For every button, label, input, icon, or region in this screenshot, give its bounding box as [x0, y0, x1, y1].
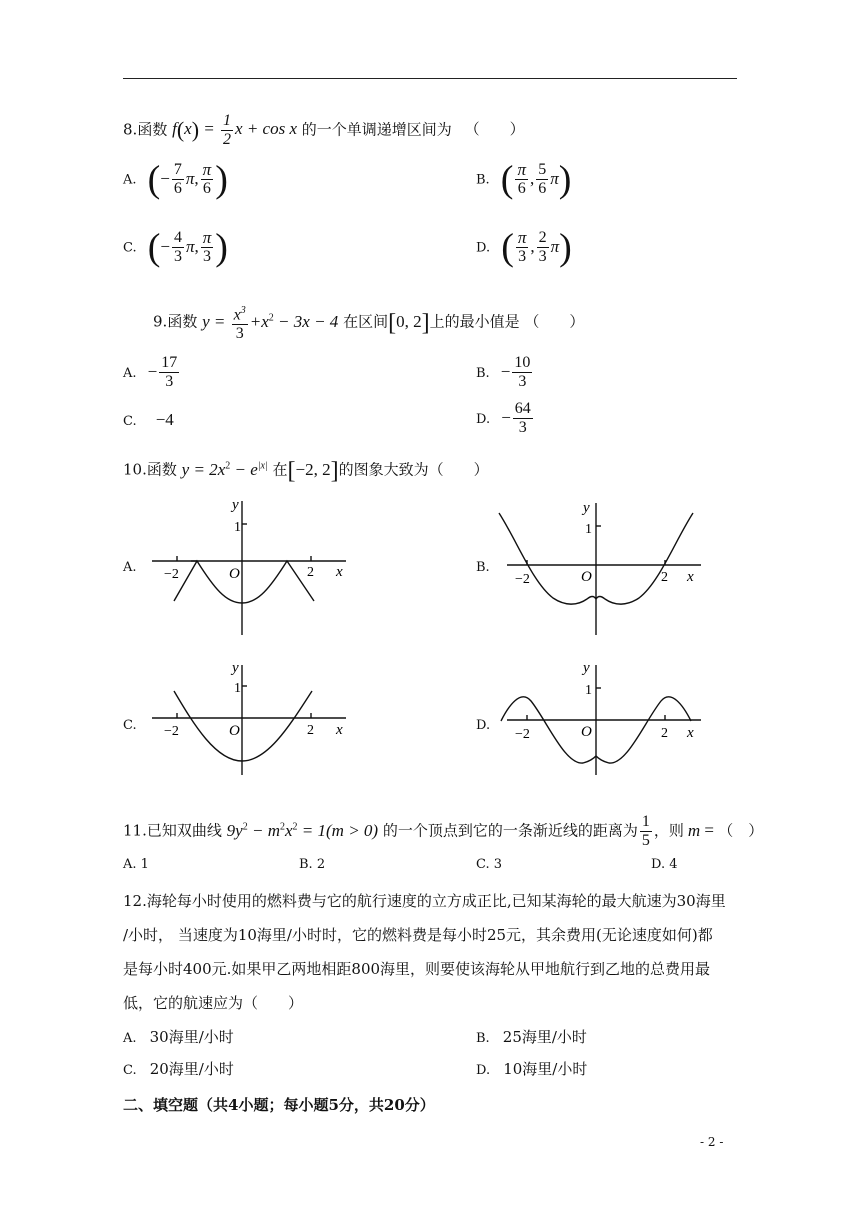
question-11: 11.已知双曲线 $9y^2 - m^2x^2 = 1(m > 0)$ 的一个顶点到它的一条渐近线的距离为 $\frac{1}{5}$ ，则 m = （ ） [123, 813, 764, 849]
q12-option-d[interactable]: D. 10海里/小时 [476, 1060, 588, 1078]
q8-option-d[interactable]: D. ( $\frac{\pi}{3}$ , $\frac{2}{3}$ π) [476, 226, 572, 268]
question-12-line-3: 是每小时400元.如果甲乙两地相距800海里，则要使该海轮从甲地航行到乙地的总费用最 [123, 960, 711, 978]
q12-option-a[interactable]: A. 30海里/小时 [123, 1028, 234, 1046]
graph-b-y-label: y [583, 500, 590, 516]
q9-option-b[interactable]: B. − $\frac{10}{3}$ [476, 354, 531, 390]
question-12-line-2: /小时， 当速度为10海里/小时时，它的燃料费是每小时25元，其余费用(无论速度如何)都 [123, 926, 713, 944]
page-number: - 2 - [700, 1135, 724, 1149]
graph-a-x-label: x [336, 564, 343, 580]
graph-a-origin-label: O [229, 566, 240, 582]
graph-c-one-label: 1 [234, 681, 241, 696]
graph-d-origin-label: O [581, 724, 592, 740]
graph-b-pos2-label: 2 [661, 570, 668, 585]
question-9: 9.函数 y = $\frac{x^3}{3}$ $+x^2 - 3x - 4$ 在区间[0, 2]上的最小值是 （ ） [153, 302, 584, 343]
graph-c-neg2-label: −2 [164, 724, 179, 739]
q10-graph-b[interactable] [495, 495, 715, 640]
q10-option-d-label[interactable]: D. [476, 718, 491, 733]
q9-option-d[interactable]: D. − $\frac{64}{3}$ [476, 400, 531, 436]
q11-option-d[interactable]: D. 4 [651, 857, 678, 872]
graph-c-y-label: y [232, 660, 239, 676]
graph-b-one-label: 1 [585, 522, 592, 537]
header-rule [123, 78, 737, 79]
q10-option-a-label[interactable]: A. [123, 560, 137, 575]
q10-graph-a[interactable] [140, 495, 360, 640]
q10-option-b-label[interactable]: B. [476, 560, 490, 575]
q9-option-c[interactable]: C. −4 [123, 410, 174, 429]
q12-option-c[interactable]: C. 20海里/小时 [123, 1060, 234, 1078]
graph-d-pos2-label: 2 [661, 726, 668, 741]
q8-option-a[interactable]: A. (− $\frac{7}{6}$ π, $\frac{\pi}{6}$ ) [123, 158, 228, 200]
q10-function: $y = 2x^2 - e^{|x|}$ [181, 459, 268, 479]
q8-option-b[interactable]: B. ( $\frac{\pi}{6}$ , $\frac{5}{6}$ π) [476, 158, 572, 200]
section-2-heading: 二、填空题（共4小题；每小题5分，共20分） [123, 1096, 435, 1114]
q9-function: y = $\frac{x^3}{3}$ $+x^2 - 3x - 4$ [202, 312, 338, 331]
q8-option-c[interactable]: C. (− $\frac{4}{3}$ π, $\frac{\pi}{3}$ ) [123, 226, 228, 268]
q8-function: f(x) = $\frac{1}{2}$ x + cos x [172, 112, 298, 148]
graph-a-neg2-label: −2 [164, 567, 179, 582]
q10-option-c-label[interactable]: C. [123, 718, 137, 733]
question-12-line-1: 12.海轮每小时使用的燃料费与它的航行速度的立方成正比,已知某海轮的最大航速为30海里 [123, 892, 726, 910]
graph-a-pos2-label: 2 [307, 565, 314, 580]
graph-c-origin-label: O [229, 723, 240, 739]
q12-option-b[interactable]: B. 25海里/小时 [476, 1028, 587, 1046]
q10-graph-c[interactable] [140, 655, 360, 775]
q9-option-a[interactable]: A. − $\frac{17}{3}$ [123, 354, 178, 390]
graph-a-one-label: 1 [234, 520, 241, 535]
q10-graph-d[interactable] [495, 655, 715, 775]
graph-d-x-label: x [687, 725, 694, 741]
graph-d-neg2-label: −2 [515, 727, 530, 742]
graph-b-origin-label: O [581, 569, 592, 585]
graph-a-y-label: y [232, 497, 239, 513]
graph-b-x-label: x [687, 569, 694, 585]
q11-hyperbola: $9y^2 - m^2x^2 = 1(m > 0)$ [226, 820, 379, 840]
graph-c-pos2-label: 2 [307, 723, 314, 738]
q11-option-b[interactable]: B. 2 [299, 857, 326, 872]
question-8: 8.函数 f(x) = $\frac{1}{2}$ x + cos x 的一个单调递增区间为 （ ） [123, 112, 525, 148]
question-12-line-4: 低，它的航速应为（ ） [123, 994, 304, 1012]
graph-c-x-label: x [336, 722, 343, 738]
question-10: 10.函数 $y = 2x^2 - e^{|x|}$ 在[−2, 2]的图象大致为（ ） [123, 457, 489, 484]
q11-option-c[interactable]: C. 3 [476, 857, 503, 872]
graph-b-neg2-label: −2 [515, 572, 530, 587]
graph-d-y-label: y [583, 660, 590, 676]
graph-d-one-label: 1 [585, 683, 592, 698]
q11-option-a[interactable]: A. 1 [123, 857, 149, 872]
